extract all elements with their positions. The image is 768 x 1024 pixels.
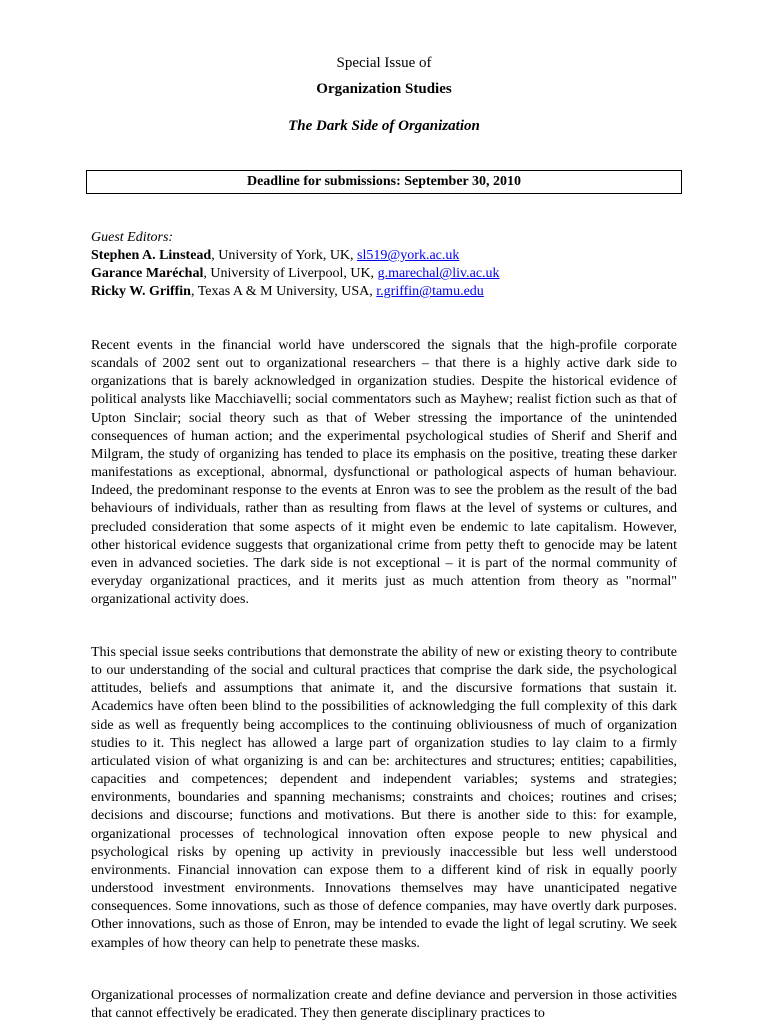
body-paragraph-1: Recent events in the financial world have underscored the signals that the high-profile corporate scandals of 2002 sent out to organizational researchers – that there is a highly active dark side to organizations that is barely acknowledged in organization studies. Despite the historical evidence of political analysts like Macchiavelli; social commentators such as Mayhew; realist fiction such as that of Upton Sinclair; social theory such as that of Weber stressing the importance of the unintended consequences of human action; and the experimental psychological studies of Sherif and Sherif and Milgram, the study of organizing has tended to place its emphasis on the positive, treating these darker manifestations as exceptional, abnormal, dysfunctional or pathological aspects of human behaviour. Indeed, the predominant response to the events at Enron was to see the problem as the result of the bad behaviours of individuals, rather than as resulting from flaws at the level of systems or cultures, and precluded consideration that some aspects of it might even be endemic to late capitalism. However, other historical evidence suggests that organizational crime from petty theft to genocide may be latent even in advanced societies. The dark side is not exceptional – it is part of the normal community of everyday organizational practices, and it merits just as much attention from theory as "normal" organizational activity does. xyxy=(91,338,677,608)
issue-title: The Dark Side of Organization xyxy=(288,118,480,134)
body-paragraph-2: This special issue seeks contributions that demonstrate the ability of new or existing theory to contribute to our understanding of the social and cultural practices that comprise the dark side, the psychological attitudes, beliefs and assumptions that animate it, and the discursive formations that sustain it. Academics have often been blind to the possibilities of acknowledging the full complexity of this dark side as well as frequently being accomplices to the continuing obliviousness of much of organization studies to it. This neglect has allowed a large part of organization studies to lay claim to a firmly articulated vision of what organizing is and can be: architectures and structures; entities; capabilities, capacities and competences; dependent and independent variables; systems and strategies; environments, boundaries and spanning mechanisms; constraints and choices; routines and crises; decisions and discourse; functions and motivations. But there is another side to this: for example, organizational processes of technological innovation often expose people to new physical and psychological risks by opening up activity in previously inaccessible but less well understood environments. Financial innovation can expose them to a different kind of risk in equally poorly understood investment environments. Innovations themselves may have unanticipated negative consequences. Some innovations, such as those of defence companies, may have overtly dark purposes. Other innovations, such as those of Enron, may be intended to evade the light of legal scrutiny. We seek examples of how theory can help to penetrate these masks. xyxy=(91,645,677,951)
editor-email-link[interactable]: g.marechal@liv.ac.uk xyxy=(377,266,500,281)
body-paragraph-3: Organizational processes of normalization create and define deviance and perversion in those activities that cannot effectively be eradicated. They then generate disciplinary practices to xyxy=(91,988,677,1022)
editor-entry xyxy=(91,247,691,265)
editor-affiliation: , University of York, UK, xyxy=(211,248,358,263)
editor-affiliation: , University of Liverpool, UK, xyxy=(203,266,378,281)
guest-editors xyxy=(91,229,691,301)
deadline-box: Deadline for submissions: September 30, 2010 xyxy=(86,170,682,194)
journal-title: Organization Studies xyxy=(316,81,452,97)
editor-entry xyxy=(91,265,691,283)
editor-affiliation: , Texas A & M University, USA, xyxy=(190,284,377,299)
editor-email-link[interactable]: r.griffin@tamu.edu xyxy=(376,284,484,299)
editor-entry xyxy=(91,283,691,301)
editor-name: Ricky W. Griffin xyxy=(91,284,191,299)
editor-name: Garance Maréchal xyxy=(91,266,204,281)
editor-email-link[interactable]: sl519@york.ac.uk xyxy=(357,248,460,263)
guest-editors-heading: Guest Editors: xyxy=(91,230,174,245)
special-issue-label: Special Issue of xyxy=(336,55,432,71)
editor-name: Stephen A. Linstead xyxy=(91,248,212,263)
